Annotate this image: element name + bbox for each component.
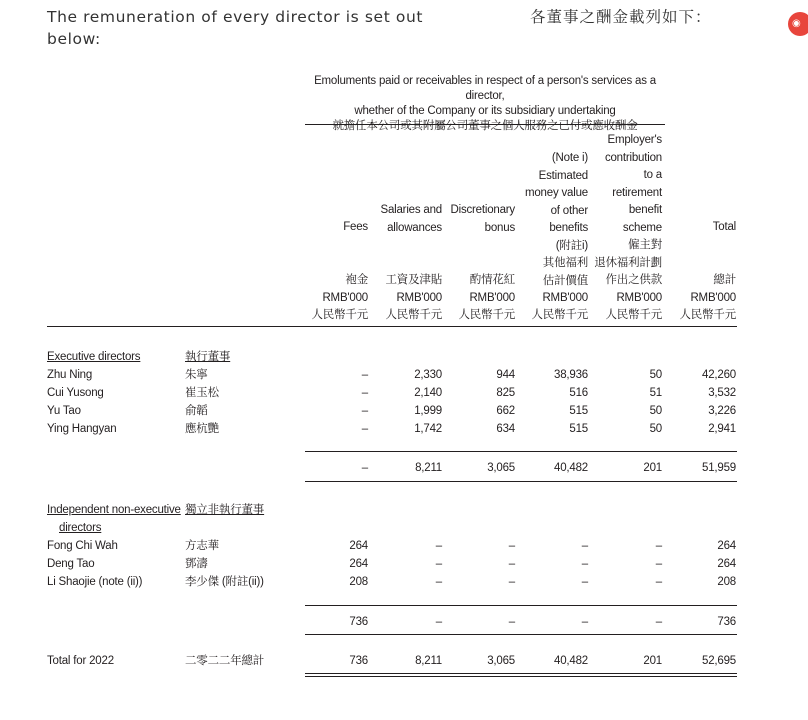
unit-retirement-zh: 人民幣千元 [605, 309, 662, 321]
director-name-zh: 李少傑 (附註(ii)) [185, 576, 264, 588]
group-header-line-2: whether of the Company or its subsidiary undertaking [354, 105, 616, 117]
director-name-en: Deng Tao [47, 558, 95, 570]
unit-retirement-en: RMB'000 [616, 292, 662, 304]
column-header-other-en-5: benefits [549, 222, 588, 234]
column-header-retirement-en-4: retirement [612, 186, 662, 199]
cell-other-benefits: 38,936 [554, 369, 588, 381]
cell-retirement: 51 [649, 387, 662, 399]
subtotal-bonus: – [508, 616, 515, 628]
director-name-zh: 朱寧 [185, 369, 208, 381]
cell-retirement: 50 [649, 423, 662, 435]
column-header-retirement-en-6: scheme [622, 221, 662, 234]
cell-retirement: 50 [649, 405, 662, 417]
subtotal-bonus: 3,065 [487, 462, 515, 474]
column-header-retirement-zh-1: 僱主對 [628, 239, 662, 251]
unit-other-en: RMB'000 [542, 292, 588, 304]
cell-other-benefits: 515 [569, 405, 588, 417]
cell-other-benefits: 516 [569, 387, 588, 399]
column-header-retirement-en-2: contribution [604, 151, 662, 164]
column-header-fees-en: Fees [343, 221, 368, 233]
subtotal-retirement: 201 [643, 462, 662, 474]
grand-total-label-en: Total for 2022 [47, 655, 114, 667]
intro-text-chinese: 各董事之酬金載列如下： [530, 8, 712, 26]
cell-retirement: – [655, 558, 662, 570]
column-header-other-en-1: (Note i) [551, 152, 588, 164]
unit-total-zh: 人民幣千元 [679, 309, 736, 321]
grand-total-label-zh: 二零二二年總計 [185, 655, 265, 667]
director-name-en: Zhu Ning [47, 369, 93, 381]
cell-other-benefits: 515 [569, 423, 588, 435]
director-name-en: Fong Chi Wah [47, 540, 118, 552]
director-name-en: Li Shaojie (note (ii)) [47, 576, 143, 588]
column-header-other-benefits [525, 150, 588, 290]
cell-bonus: – [508, 540, 515, 552]
intro-text-english: The remuneration of every director is set out below: [47, 8, 424, 48]
cell-fees: – [361, 405, 368, 417]
cell-total: 264 [717, 540, 736, 552]
grand-total-other-benefits: 40,482 [554, 655, 588, 667]
column-header-retirement-zh-3: 作出之供款 [605, 274, 662, 286]
cell-other-benefits: – [581, 558, 588, 570]
unit-bonus-en: RMB'000 [469, 292, 515, 304]
cell-fees: – [361, 423, 368, 435]
column-header-retirement-en-3: to a [643, 169, 662, 181]
unit-other-zh: 人民幣千元 [531, 309, 588, 321]
column-header-fees [343, 219, 368, 237]
grand-total-retirement: 201 [643, 655, 662, 667]
column-header-other-en-3: money value [524, 187, 588, 199]
director-name-zh: 應杭艷 [185, 423, 219, 435]
cell-total: 42,260 [702, 369, 736, 381]
header-bottom-rule [47, 326, 737, 327]
cell-retirement: – [655, 540, 662, 552]
cell-other-benefits: – [581, 576, 588, 588]
subtotal-total: 51,959 [702, 462, 736, 474]
grand-total-salaries: 8,211 [415, 655, 442, 667]
column-header-other-en-4: of other [550, 204, 588, 217]
column-header-bonus-en-2: bonus [484, 221, 515, 234]
cell-bonus: 825 [496, 387, 515, 399]
grand-total-total: 52,695 [702, 655, 736, 667]
cell-total: 3,226 [708, 405, 736, 417]
director-name-en: Yu Tao [47, 405, 81, 417]
independent-subtotal-top-rule [305, 605, 737, 606]
cell-total: 2,941 [708, 423, 736, 435]
subtotal-fees: – [361, 462, 368, 474]
subtotal-fees: 736 [349, 616, 368, 628]
executive-subtotal-bottom-rule [305, 481, 737, 482]
cell-total: 264 [717, 558, 736, 570]
group-header-rule [305, 124, 665, 125]
unit-total-en: RMB'000 [690, 292, 736, 304]
column-header-salaries-en-2: allowances [387, 221, 442, 234]
cell-bonus: – [508, 576, 515, 588]
cell-other-benefits: – [581, 540, 588, 552]
subtotal-retirement: – [655, 616, 662, 628]
cell-retirement: 50 [649, 369, 662, 381]
independent-subtotal-bottom-rule [305, 634, 737, 635]
director-name-zh: 鄧濤 [185, 558, 208, 570]
column-header-other-zh-2: 估計價值 [542, 274, 588, 287]
cell-bonus: 944 [496, 369, 515, 381]
director-name-en: Ying Hangyan [47, 423, 117, 435]
grand-total-double-rule [305, 673, 737, 677]
column-header-other-zh-1: 其他福利 [542, 257, 588, 269]
grand-total-fees: 736 [349, 655, 368, 667]
unit-salaries-zh: 人民幣千元 [385, 309, 442, 321]
unit-fees-en: RMB'000 [322, 292, 368, 304]
director-name-zh: 方志華 [185, 540, 219, 552]
column-header-bonus [450, 202, 515, 237]
column-header-retirement-en-5: benefit [628, 204, 662, 216]
section-heading-independent-en-2: directors [59, 522, 102, 534]
cell-salaries: – [435, 558, 442, 570]
column-header-other-en-2: Estimated [538, 169, 588, 182]
cell-fees: – [361, 369, 368, 381]
column-header-bonus-en-1: Discretionary [450, 204, 515, 216]
cell-bonus: 662 [496, 405, 515, 417]
cell-bonus: 634 [496, 423, 515, 435]
unit-salaries-en: RMB'000 [396, 292, 442, 304]
cell-total: 208 [717, 576, 736, 588]
cell-retirement: – [655, 576, 662, 588]
cell-fees: – [361, 387, 368, 399]
section-heading-executive-en: Executive directors [47, 351, 141, 363]
column-header-other-en-6: (附註i) [555, 239, 588, 252]
subtotal-salaries: 8,211 [415, 462, 442, 474]
executive-subtotal-top-rule [305, 451, 737, 452]
cell-fees: 208 [349, 576, 368, 588]
cell-salaries: 2,330 [414, 369, 442, 381]
cell-bonus: – [508, 558, 515, 570]
cell-salaries: – [435, 540, 442, 552]
column-header-retirement [594, 132, 662, 290]
grand-total-bonus: 3,065 [487, 655, 515, 667]
column-header-total-zh: 總計 [713, 274, 736, 286]
cell-total: 3,532 [708, 387, 736, 399]
section-heading-independent-en-1: Independent non-executive [47, 504, 181, 516]
subtotal-total: 736 [717, 616, 736, 628]
director-name-zh: 崔玉松 [185, 387, 219, 399]
column-header-fees-zh: 袍金 [345, 274, 368, 286]
section-heading-independent-zh: 獨立非執行董事 [185, 504, 265, 516]
section-heading-executive-zh: 執行董事 [185, 351, 231, 363]
director-name-en: Cui Yusong [47, 387, 104, 399]
column-header-bonus-zh: 酌情花紅 [469, 274, 515, 286]
group-header-line-3: 就擔任本公司或其附屬公司董事之個人服務之已付或應收酬金 [332, 120, 638, 132]
column-header-salaries-en-1: Salaries and [380, 204, 442, 216]
subtotal-other-benefits: 40,482 [554, 462, 588, 474]
subtotal-other-benefits: – [581, 616, 588, 628]
cell-salaries: – [435, 576, 442, 588]
director-name-zh: 俞韜 [185, 405, 208, 417]
column-header-total-en: Total [712, 221, 736, 233]
column-header-salaries [380, 202, 442, 237]
unit-fees-zh: 人民幣千元 [311, 309, 368, 321]
app-badge-icon[interactable]: ◉ [788, 12, 808, 36]
cell-fees: 264 [349, 558, 368, 570]
column-header-salaries-zh: 工資及津貼 [385, 274, 442, 286]
unit-bonus-zh: 人民幣千元 [458, 309, 515, 321]
column-header-retirement-en-1: Employer's [607, 134, 662, 146]
cell-fees: 264 [349, 540, 368, 552]
cell-salaries: 1,999 [414, 405, 442, 417]
subtotal-salaries: – [435, 616, 442, 628]
column-header-retirement-zh-2: 退休福利計劃 [594, 256, 662, 269]
cell-salaries: 2,140 [414, 387, 442, 399]
emoluments-group-header [305, 74, 665, 134]
cell-salaries: 1,742 [414, 423, 442, 435]
column-header-total [713, 219, 736, 237]
group-header-line-1: Emoluments paid or receivables in respect of a person's services as a director, [314, 75, 656, 102]
